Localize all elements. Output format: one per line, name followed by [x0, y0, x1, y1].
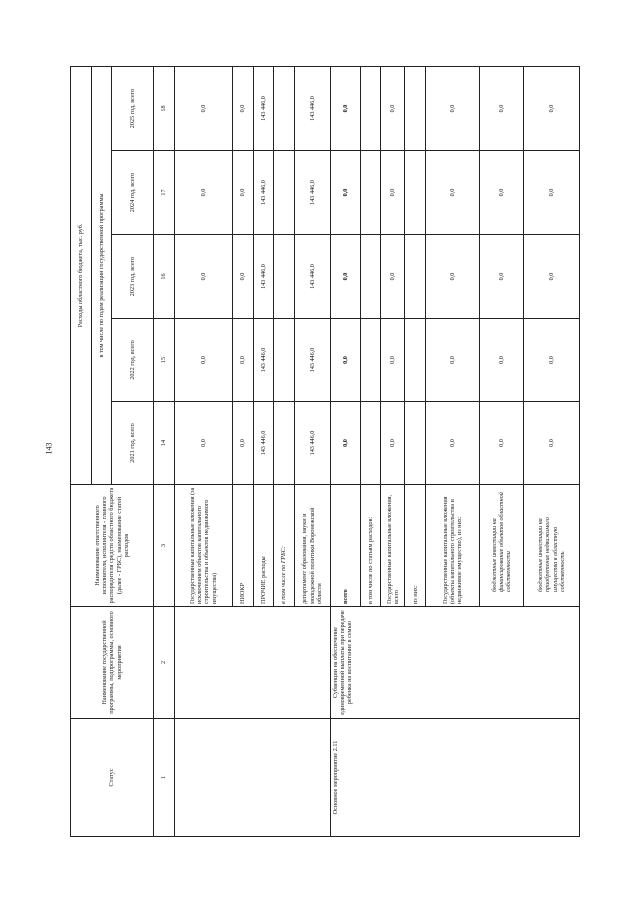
- program-cell: Субвенции на обеспечение единовременной выплаты при передаче ребенка на воспитание в семью: [330, 607, 579, 719]
- page-number: 143: [44, 442, 54, 455]
- row-label: бюджетные инвестиции на приобретение недвижимого имущества в областную собственность: [524, 485, 580, 607]
- cell-value: [360, 235, 381, 319]
- header-year-2022: 2022 год, всего: [112, 319, 154, 402]
- cell-value: 0,0: [381, 319, 405, 402]
- cell-value: 0,0: [232, 66, 253, 150]
- cell-value: 0,0: [426, 66, 480, 150]
- cell-value: 0,0: [524, 235, 580, 319]
- cell-value: 0,0: [232, 235, 253, 319]
- table-row: [330, 66, 360, 836]
- row-label: в том числе по статьям расходов:: [360, 485, 381, 607]
- status-cell: Основное мероприятие 2.11: [330, 719, 579, 837]
- cell-value: 0,0: [426, 235, 480, 319]
- cell-value: 143 446,0: [294, 402, 330, 485]
- cell-value: 0,0: [330, 151, 360, 235]
- header-year-2023: 2023 год, всего: [112, 235, 154, 319]
- cell-value: 0,0: [524, 66, 580, 150]
- cell-value: 143 446,0: [253, 151, 274, 235]
- row-label: Государственные капитальные вложения, всего: [381, 485, 405, 607]
- cell-value: 0,0: [174, 151, 232, 235]
- cell-value: 143 446,0: [253, 402, 274, 485]
- cell-value: 0,0: [174, 402, 232, 485]
- row-label: департамент образования, науки и молодежной политики Воронежской области: [294, 485, 330, 607]
- cell-value: 0,0: [480, 66, 524, 150]
- cell-value: 0,0: [330, 235, 360, 319]
- cell-value: 0,0: [426, 151, 480, 235]
- cell-value: 0,0: [381, 235, 405, 319]
- row-label: в том числе по ГРБС:: [274, 485, 295, 607]
- header-year-2025: 2025 год, всего: [112, 66, 154, 150]
- cell-value: 0,0: [381, 402, 405, 485]
- cell-value: 0,0: [174, 235, 232, 319]
- cell-value: [274, 151, 295, 235]
- cell-value: 143 446,0: [253, 319, 274, 402]
- cell-value: [405, 402, 426, 485]
- cell-value: 0,0: [480, 319, 524, 402]
- cell-value: 0,0: [330, 402, 360, 485]
- cell-value: [274, 402, 295, 485]
- cell-value: [360, 151, 381, 235]
- colnum-18: 18: [154, 66, 175, 150]
- row-label: ПРОЧИЕ расходы: [253, 485, 274, 607]
- cell-value: [405, 235, 426, 319]
- cell-value: 143 446,0: [294, 151, 330, 235]
- cell-value: [274, 319, 295, 402]
- cell-value: 143 446,0: [294, 66, 330, 150]
- cell-value: [405, 151, 426, 235]
- cell-value: [360, 402, 381, 485]
- cell-value: 0,0: [330, 319, 360, 402]
- cell-value: 143 446,0: [294, 319, 330, 402]
- cell-value: 0,0: [426, 319, 480, 402]
- colnum-1: 1: [154, 719, 175, 837]
- cell-value: 0,0: [232, 151, 253, 235]
- cell-value: [274, 235, 295, 319]
- colnum-16: 16: [154, 235, 175, 319]
- cell-value: [405, 319, 426, 402]
- row-label: Государственные капитальные вложения (за исключением объектов капитального строительства и объектов недвижимого имущества): [174, 485, 232, 607]
- cell-value: 143 446,0: [253, 66, 274, 150]
- colnum-17: 17: [154, 151, 175, 235]
- cell-value: [405, 66, 426, 150]
- header-status: Статус: [71, 719, 154, 837]
- cell-value: 0,0: [232, 319, 253, 402]
- cell-value: 0,0: [524, 151, 580, 235]
- header-year-2024: 2024 год, всего: [112, 151, 154, 235]
- cell-value: 0,0: [480, 235, 524, 319]
- cell-value: 0,0: [381, 151, 405, 235]
- colnum-15: 15: [154, 319, 175, 402]
- cell-value: [360, 319, 381, 402]
- cell-value: [274, 66, 295, 150]
- cell-value: 0,0: [426, 402, 480, 485]
- header-year-2021: 2021 год, всего: [112, 402, 154, 485]
- cell-value: 143 446,0: [294, 235, 330, 319]
- cell-value: 0,0: [174, 66, 232, 150]
- cell-value: 0,0: [524, 402, 580, 485]
- header-expenses-title: Расходы областного бюджета, тыс. руб.: [71, 66, 92, 484]
- cell-value: 143 446,0: [253, 235, 274, 319]
- expenses-table: [70, 66, 580, 837]
- header-executor: Наименование ответственного исполнителя, исполнителя - главного распорядителя средств областного бюджета (далее - ГРБС), наименование статей расходов: [71, 485, 154, 607]
- table-row: [174, 66, 232, 836]
- cell-value: 0,0: [524, 319, 580, 402]
- cell-value: 0,0: [330, 66, 360, 150]
- header-program-name: Наименование государственной программы, подпрограммы, основного мероприятия: [71, 607, 154, 719]
- cell-value: 0,0: [480, 402, 524, 485]
- cell-value: [360, 66, 381, 150]
- colnum-2: 2: [154, 607, 175, 719]
- status-cell-empty: [174, 719, 330, 837]
- row-label: НИОКР: [232, 485, 253, 607]
- cell-value: 0,0: [232, 402, 253, 485]
- row-label: из них:: [405, 485, 426, 607]
- cell-value: 0,0: [174, 319, 232, 402]
- cell-value: 0,0: [381, 66, 405, 150]
- colnum-3: 3: [154, 485, 175, 607]
- rotated-table-wrapper: [70, 67, 580, 837]
- row-label: Государственные капитальные вложения (объекты капитального строительства и недвижимое имущество), из них:: [426, 485, 480, 607]
- cell-value: 0,0: [480, 151, 524, 235]
- row-label: всего: [330, 485, 360, 607]
- header-expenses-sub: в том числе по годам реализации государственной программы: [91, 66, 112, 484]
- colnum-14: 14: [154, 402, 175, 485]
- program-cell-empty: [174, 607, 330, 719]
- row-label: бюджетные инвестиции на финансирование объектов областной собственности: [480, 485, 524, 607]
